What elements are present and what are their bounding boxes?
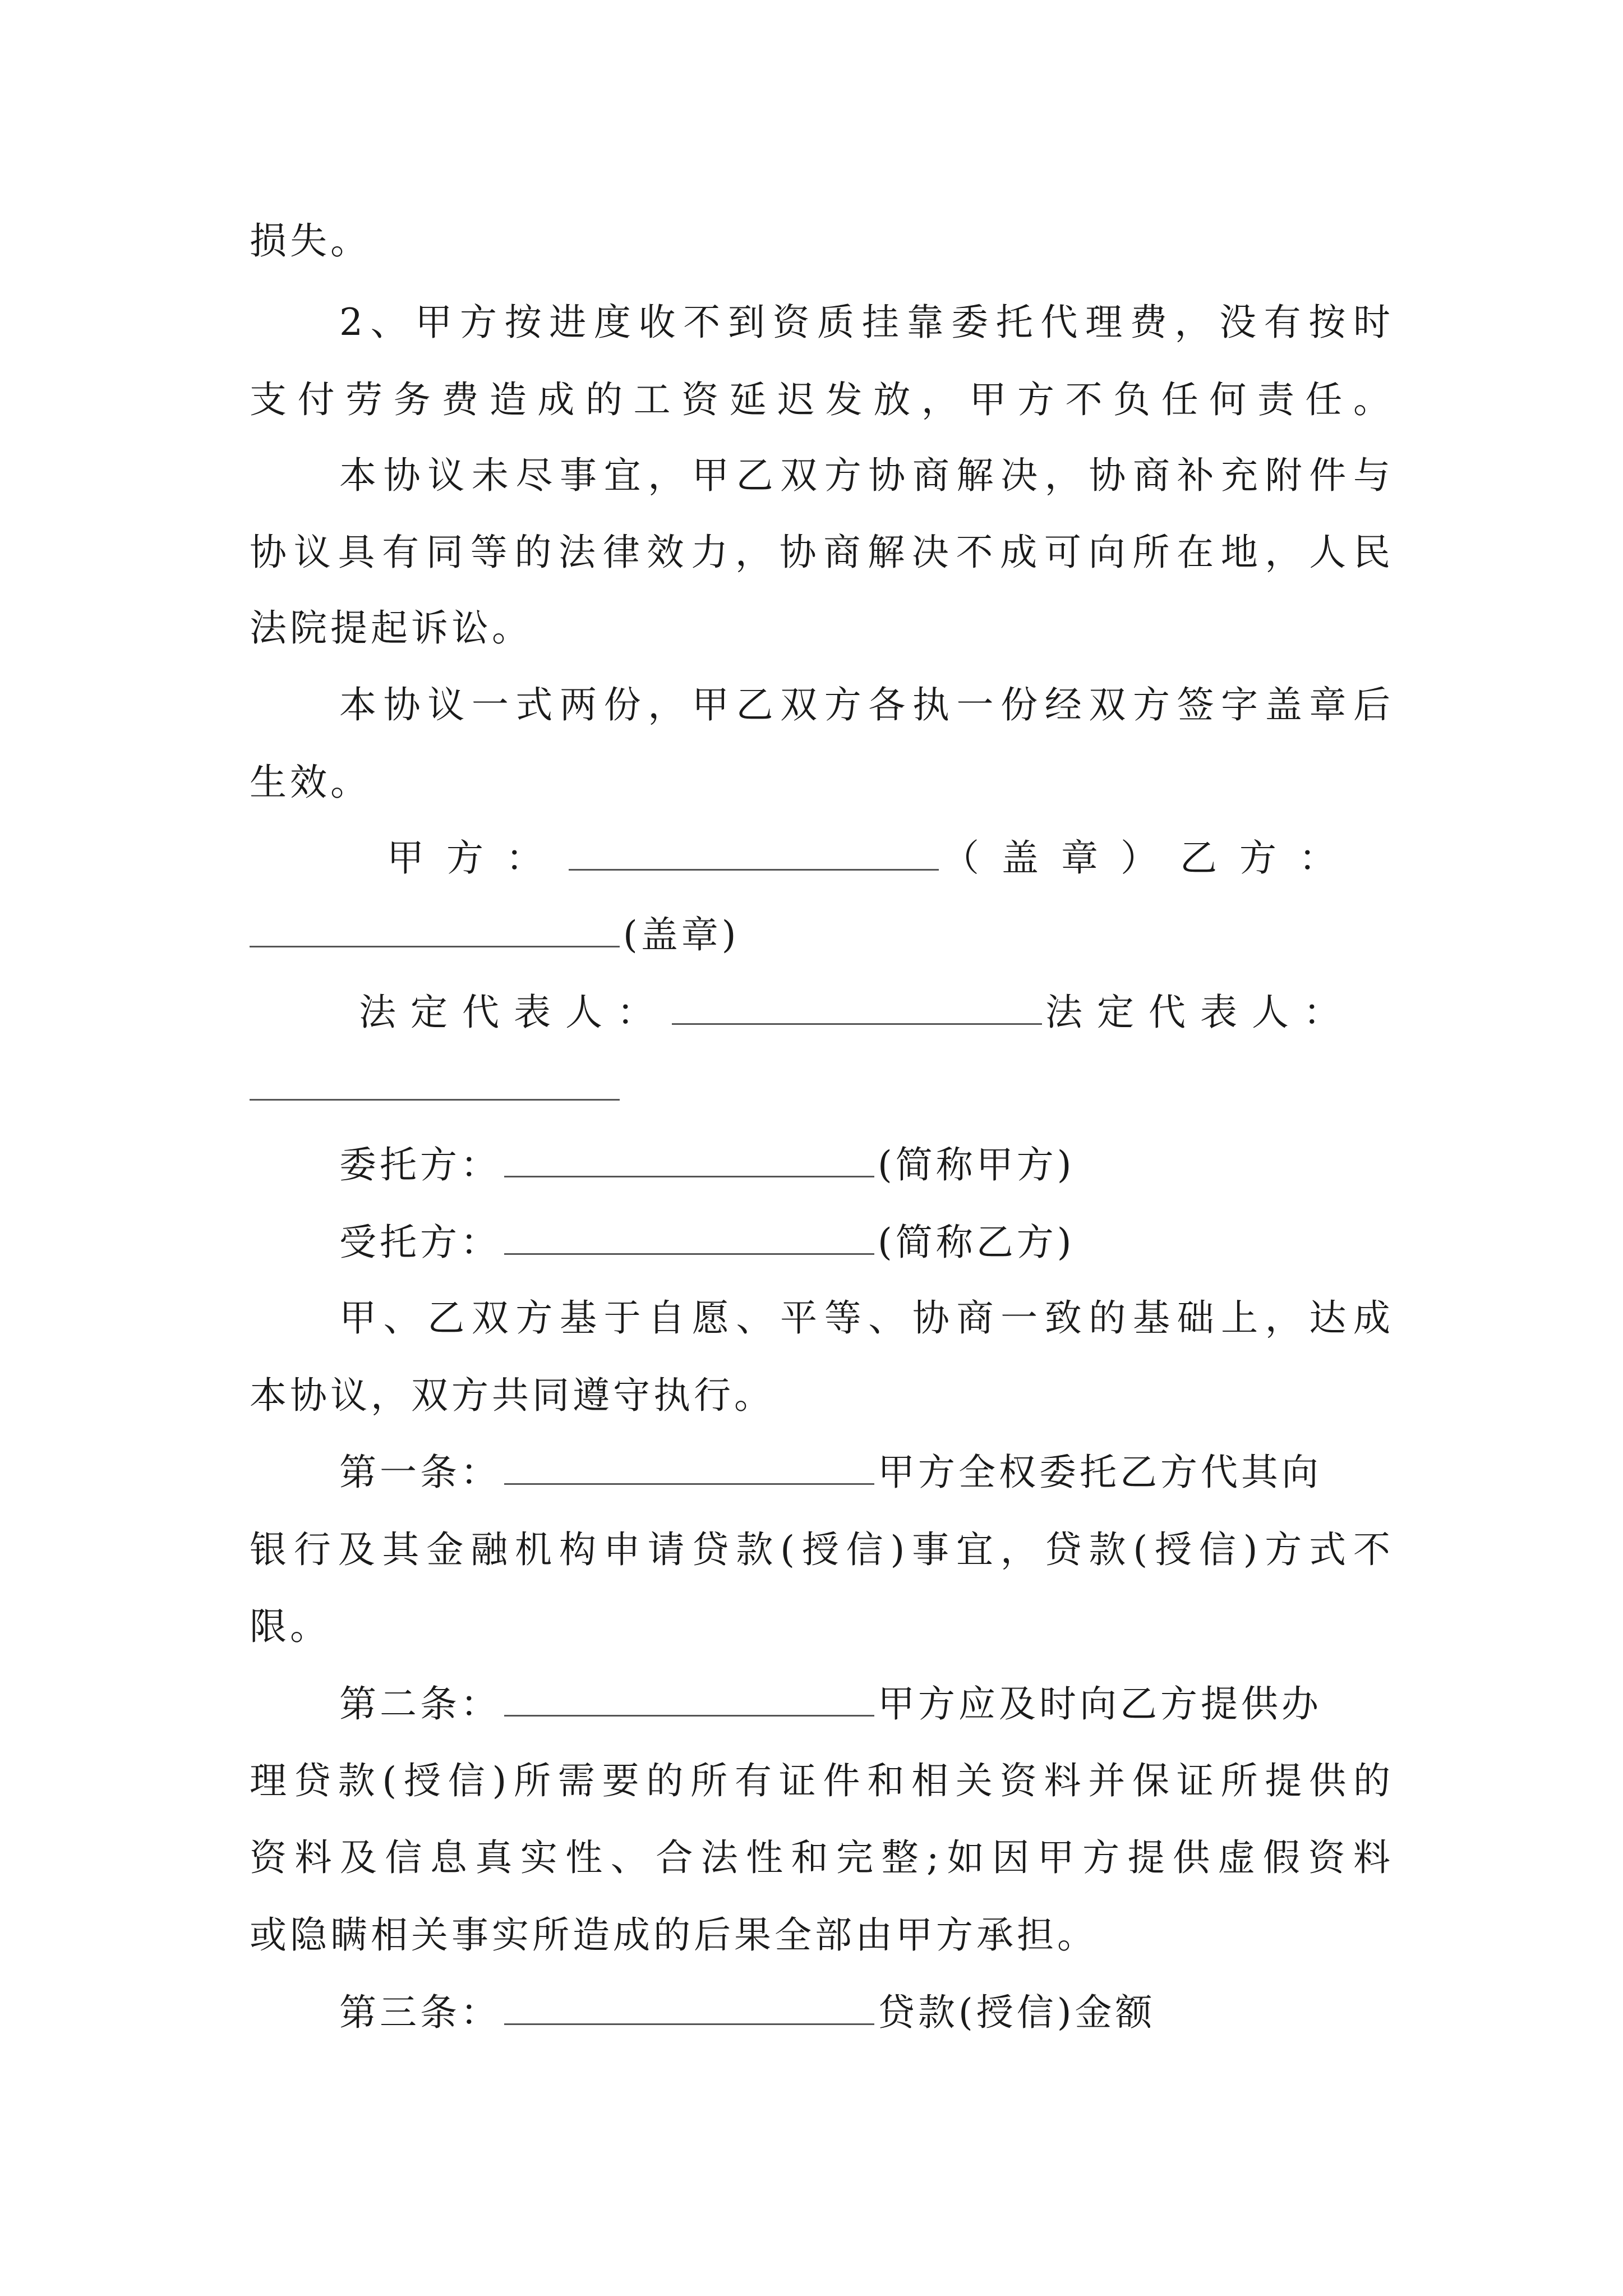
paragraph-line: 支付劳务费造成的工资延迟发放，甲方不负任何责任。 [250, 378, 1394, 421]
article-3-label: 第三条： [339, 1991, 501, 2034]
signature-row-parties [387, 833, 1394, 884]
paragraph-line: 理贷款(授信)所需要的所有证件和相关资料并保证所提供的 [250, 1759, 1394, 1802]
paragraph-line: 本协议一式两份，甲乙双方各执一份经双方签字盖章后 [339, 683, 1394, 726]
article-1-row [339, 1447, 1394, 1498]
article-1-label: 第一条： [339, 1451, 501, 1494]
signature-row-rep-blank [250, 1063, 1394, 1114]
party-a-blank [569, 836, 939, 871]
principal-abbr: (简称甲方) [878, 1143, 1075, 1186]
paragraph-line: 或隐瞒相关事实所造成的后果全部由甲方承担。 [250, 1913, 1098, 1957]
article-1-text: 甲方全权委托乙方代其向 [878, 1451, 1322, 1494]
clause-2-line: 2、甲方按进度收不到资质挂靠委托代理费，没有按时 [339, 301, 1394, 344]
article-2-text: 甲方应及时向乙方提供办 [878, 1682, 1322, 1726]
paragraph-line: 资料及信息真实性、合法性和完整;如因甲方提供虚假资料 [250, 1836, 1394, 1879]
paragraph-line: 限。 [250, 1605, 330, 1648]
paragraph-line: 甲、乙双方基于自愿、平等、协商一致的基础上，达成 [339, 1296, 1394, 1340]
signature-row-representatives [359, 987, 1394, 1038]
paragraph-line: 生效。 [250, 761, 371, 804]
paragraph-line: 协议具有同等的法律效力，协商解决不成可向所在地，人民 [250, 531, 1394, 574]
paragraph-line: 本协议，双方共同遵守执行。 [250, 1374, 774, 1417]
rep-b-blank [250, 1066, 620, 1101]
agent-blank [504, 1221, 874, 1255]
agent-label: 受托方： [339, 1221, 501, 1264]
article-1-blank [504, 1451, 874, 1485]
agent-row [339, 1217, 1394, 1268]
rep-b-label: 法定代表人： [1045, 991, 1355, 1034]
party-b-label: （盖章）乙方： [942, 836, 1358, 880]
party-a-label: 甲方： [387, 836, 565, 880]
article-3-blank [504, 1991, 874, 2025]
article-2-row [339, 1679, 1394, 1729]
paragraph-line: 本协议未尽事宜，甲乙双方协商解决，协商补充附件与 [339, 454, 1394, 497]
article-3-row [339, 1987, 1394, 2038]
party-b-blank [250, 913, 620, 947]
article-2-blank [504, 1682, 874, 1717]
signature-row-stamp [250, 910, 1394, 960]
article-3-text: 贷款(授信)金额 [878, 1991, 1156, 2034]
stamp-label: (盖章) [623, 913, 740, 956]
principal-row [339, 1140, 1394, 1190]
principal-blank [504, 1143, 874, 1177]
rep-a-blank [672, 991, 1042, 1025]
agent-abbr: (简称乙方) [878, 1221, 1075, 1264]
rep-a-label: 法定代表人： [359, 991, 668, 1034]
paragraph-line: 损失。 [250, 219, 371, 263]
paragraph-line: 法院提起诉讼。 [250, 606, 532, 650]
article-2-label: 第二条： [339, 1682, 501, 1726]
principal-label: 委托方： [339, 1143, 501, 1186]
paragraph-line: 银行及其金融机构申请贷款(授信)事宜，贷款(授信)方式不 [250, 1528, 1394, 1571]
